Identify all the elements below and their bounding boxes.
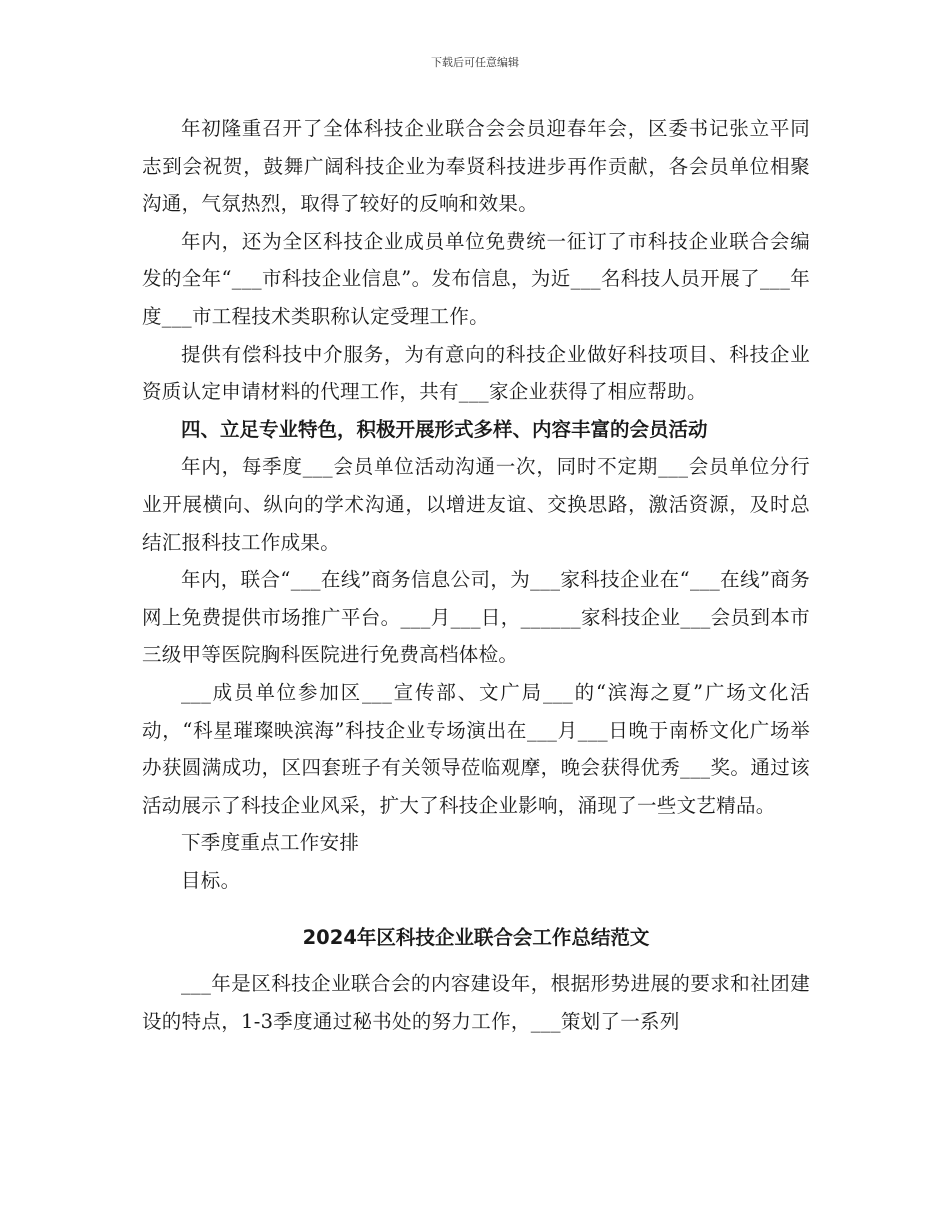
subheading: 下季度重点工作安排: [181, 831, 360, 855]
paragraph: 年初隆重召开了全体科技企业联合会会员迎春年会，区委书记张立平同志到会祝贺，鼓舞广阔科技企业为奉贤科技进步再作贡献，各会员单位相聚沟通，气氛热烈，取得了较好的反响和效果。: [142, 117, 810, 216]
paragraph: 年内，联合“___在线”商务信息公司，为___家科技企业在“___在线”商务网上免费提供市场推广平台。___月___日，______家科技企业___会员到本市三级甲等医院胸科医院进行免费高档体检。: [142, 568, 810, 667]
document-title: 2024年区科技企业联合会工作总结范文: [302, 926, 650, 950]
paragraph: 提供有偿科技中介服务，为有意向的科技企业做好科技项目、科技企业资质认定申请材料的代理工作，共有___家企业获得了相应帮助。: [142, 342, 810, 404]
paragraph: ___成员单位参加区___宣传部、文广局___的“滨海之夏”广场文化活动，“科星璀璨映滨海”科技企业专场演出在___月___日晚于南桥文化广场举办获圆满成功，区四套班子有关领导莅临观摩，晚会获得优秀___奖。通过该活动展示了科技企业风采，扩大了科技企业影响，涌现了一些文艺精品。: [142, 680, 810, 817]
paragraph: ___年是区科技企业联合会的内容建设年，根据形势进展的要求和社团建设的特点，1-3季度通过秘书处的努力工作，___策划了一系列: [142, 972, 810, 1033]
paragraph: 年内，还为全区科技企业成员单位免费统一征订了市科技企业联合会编发的全年“___市科技企业信息”。发布信息，为近___名科技人员开展了___年度___市工程技术类职称认定受理工作。: [142, 229, 810, 328]
paragraph: 目标。: [181, 868, 241, 892]
page-header: 下载后可任意编辑: [431, 56, 519, 69]
section-heading: 四、立足专业特色，积极开展形式多样、内容丰富的会员活动: [181, 417, 708, 441]
paragraph: 年内，每季度___会员单位活动沟通一次，同时不定期___会员单位分行业开展横向、纵向的学术沟通，以增进友谊、交换思路，激活资源，及时总结汇报科技工作成果。: [142, 455, 810, 554]
document-body: [142, 110, 810, 1040]
